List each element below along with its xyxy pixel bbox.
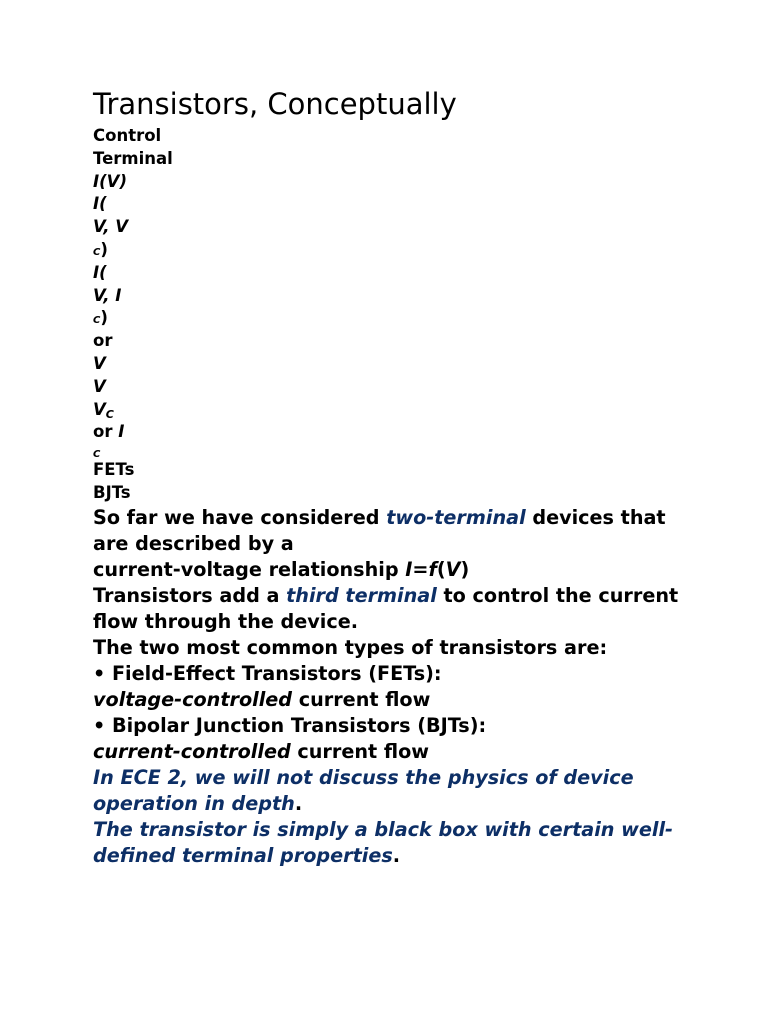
- figure-label-v-ic: V, I: [93, 285, 122, 305]
- figure-label-c-close-2: [93, 307, 693, 330]
- paragraph-iv-relationship: [93, 557, 693, 583]
- note-period: .: [294, 791, 303, 815]
- text-run: to control the current flow through the device.: [93, 583, 679, 633]
- symbol-i: I: [118, 422, 125, 442]
- equation-i: I: [405, 557, 413, 581]
- symbol-v: V: [93, 399, 106, 419]
- figure-label-i-open-1: I(: [93, 194, 107, 214]
- equation-f: f: [428, 557, 437, 581]
- emphasis-voltage-controlled: voltage-controlled: [93, 687, 293, 711]
- subscript-c: C: [93, 449, 101, 461]
- equation-close-paren: ): [460, 557, 470, 581]
- paragraph-current-controlled: [93, 739, 693, 765]
- figure-label-v-1: V: [93, 353, 106, 373]
- figure-label-v-vc: V, V: [93, 217, 128, 237]
- or-text: or: [93, 422, 119, 442]
- note-text: The transistor is simply a black box with certain well-defined terminal properties: [93, 817, 674, 867]
- figure-label-c-close-1: [93, 239, 693, 262]
- figure-label-vc: [93, 399, 693, 422]
- figure-label-bjts: BJTs: [93, 482, 131, 502]
- paragraph-voltage-controlled: [93, 687, 693, 713]
- figure-label-or: or: [93, 331, 113, 351]
- equation-equals: =: [412, 557, 429, 581]
- figure-label-or-ic: [93, 421, 693, 444]
- paragraph-two-terminal: [93, 505, 693, 557]
- note-text: In ECE 2, we will not discuss the physics of device operation in depth: [93, 765, 634, 815]
- figure-labels: [93, 125, 693, 505]
- subscript-c: C: [93, 315, 101, 327]
- paragraph-types: The two most common types of transistors are:: [93, 635, 608, 659]
- figure-label-v-2: V: [93, 376, 106, 396]
- text-run: current flow: [290, 739, 429, 763]
- text-run: current flow: [292, 687, 431, 711]
- bullet-bjts: • Bipolar Junction Transistors (BJTs):: [93, 713, 487, 737]
- figure-label-control: Control: [93, 126, 162, 145]
- note-ece2: [93, 765, 693, 817]
- equation-open-paren: (: [436, 557, 446, 581]
- text-run: current-voltage relationship: [93, 557, 406, 581]
- subscript-c: C: [105, 407, 114, 421]
- text-run: So far we have considered: [93, 505, 387, 529]
- equation-v: V: [445, 557, 461, 581]
- body-text: [93, 505, 693, 869]
- emphasis-current-controlled: current-controlled: [93, 739, 291, 763]
- text-run: Transistors add a: [93, 583, 287, 607]
- document-page: [93, 84, 693, 869]
- emphasis-two-terminal: two-terminal: [386, 505, 526, 529]
- bullet-fets: • Field-Effect Transistors (FETs):: [93, 661, 442, 685]
- note-black-box: [93, 817, 693, 869]
- figure-label-fets: FETs: [93, 460, 135, 480]
- text-run: devices that are described by a: [93, 505, 666, 555]
- subscript-c: C: [93, 246, 101, 258]
- page-title: Transistors, Conceptually: [93, 87, 457, 121]
- figure-label-c-sub: [93, 444, 693, 459]
- emphasis-third-terminal: third terminal: [286, 583, 437, 607]
- figure-label-i-open-2: I(: [93, 262, 107, 282]
- close-paren: ): [100, 308, 108, 328]
- close-paren: ): [100, 239, 108, 259]
- figure-label-iv: I(V): [93, 171, 127, 191]
- note-period: .: [392, 843, 401, 867]
- figure-label-terminal: Terminal: [93, 148, 173, 168]
- paragraph-third-terminal: [93, 583, 693, 635]
